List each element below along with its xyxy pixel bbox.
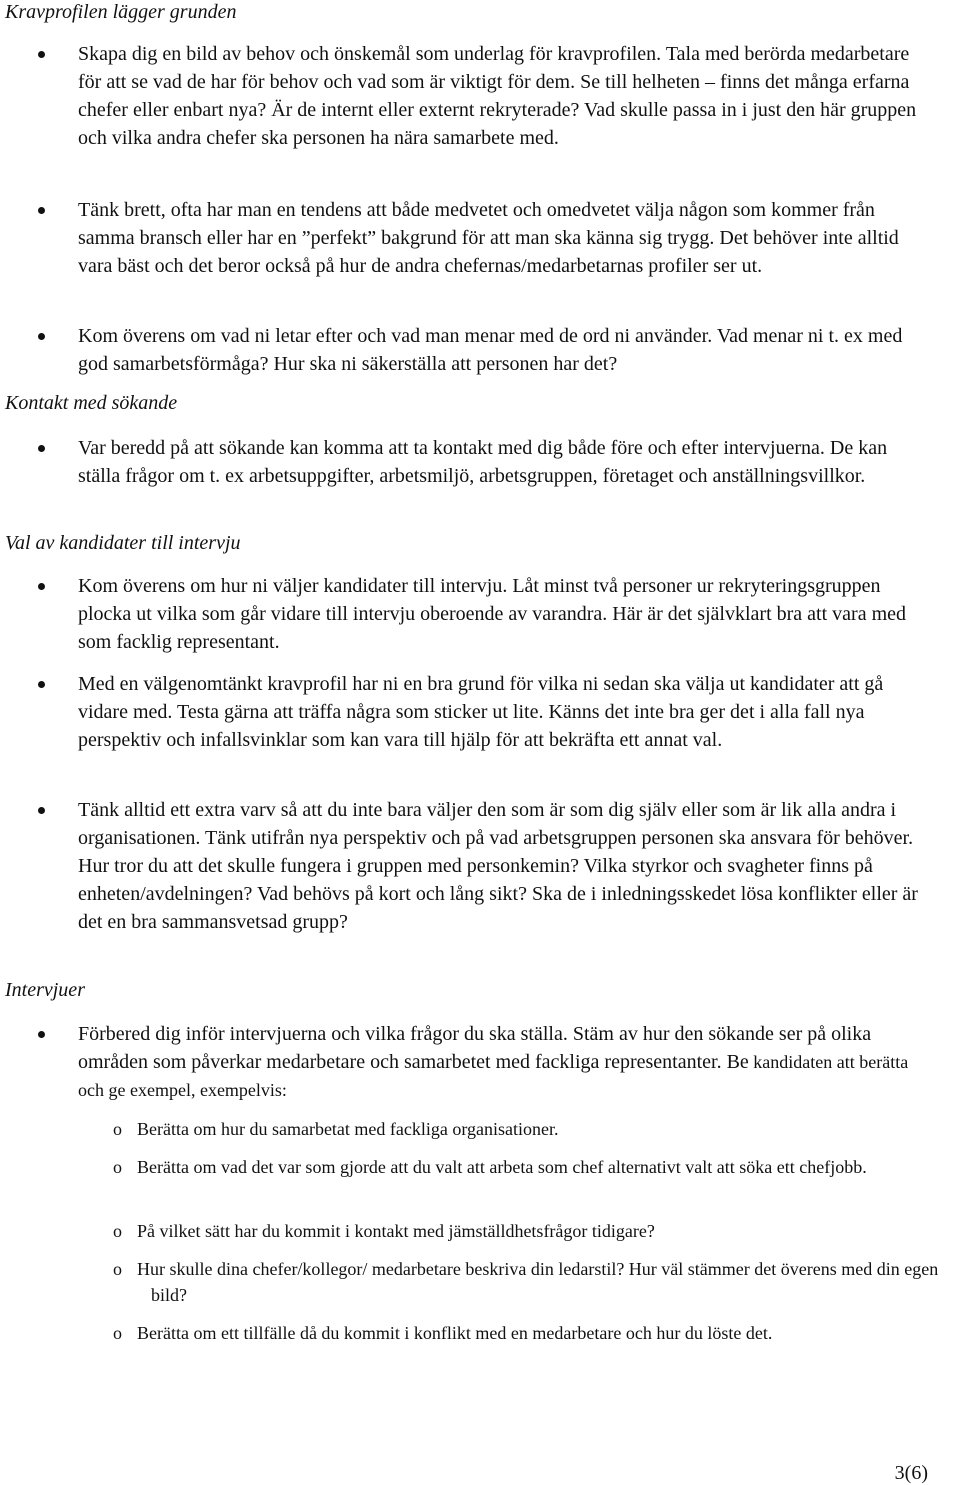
sub-list-item: [113, 1218, 958, 1244]
list-item: [38, 1020, 918, 1104]
circle-marker-icon: o: [113, 1259, 122, 1279]
sub-list-item-text: Hur skulle dina chefer/kollegor/ medarbetare beskriva din ledarstil? Hur väl stämmer det överens med din egen bild?: [137, 1259, 939, 1305]
list-item-text: Kom överens om hur ni väljer kandidater till intervju. Låt minst två personer ur rekryteringsgruppen plocka ut vilka som går vidare till intervju oberoende av varandra. Här är det självklart bra att vara med som facklig representant.: [78, 575, 907, 653]
bullet-icon: [38, 807, 45, 814]
list-item-text: Tänk brett, ofta har man en tendens att både medvetet och omedvetet välja någon som kommer från samma bransch eller har en ”perfekt” bakgrund för att man ska känna sig trygg. Det behöver inte alltid vara bäst och det beror också på hur de andra chefernas/medarbetarnas profiler ser ut.: [78, 199, 899, 277]
sub-list-item-text: Berätta om vad det var som gjorde att du valt att arbeta som chef alternativt valt att söka ett chefjobb.: [137, 1157, 867, 1177]
sub-list-item-text: På vilket sätt har du kommit i kontakt med jämställdhetsfrågor tidigare?: [137, 1221, 655, 1241]
list-item-text: Med en välgenomtänkt kravprofil har ni en bra grund för vilka ni sedan ska välja ut kandidater att gå vidare med. Testa gärna att träffa några som sticker ut lite. Känns det inte bra ger det i alla fall nya perspektiv och infallsvinklar som kan vara till hjälp för att bekräfta ett annat val.: [78, 673, 884, 751]
bullet-icon: [38, 51, 45, 58]
circle-marker-icon: o: [113, 1157, 122, 1177]
circle-marker-icon: o: [113, 1323, 122, 1343]
list-item-text: [78, 1020, 918, 1104]
page-number: 3(6): [894, 1462, 928, 1484]
circle-marker-icon: o: [113, 1221, 122, 1241]
bullet-icon: [38, 1031, 45, 1038]
sub-list-item: [113, 1116, 958, 1142]
bullet-icon: [38, 207, 45, 214]
sub-list-item-text: Berätta om ett tillfälle då du kommit i konflikt med en medarbetare och hur du löste det.: [137, 1323, 773, 1343]
list-item: [38, 322, 918, 378]
list-item: [38, 572, 918, 656]
sub-list-item: [113, 1320, 958, 1346]
bullet-icon: [38, 681, 45, 688]
sub-list-item: [113, 1154, 958, 1180]
list-item-text: Kom överens om vad ni letar efter och vad man menar med de ord ni använder. Vad menar ni t. ex med god samarbetsförmåga? Hur ska ni säkerställa att personen har det?: [78, 325, 903, 375]
list-item-tail-text: kandidaten att berätta och ge exempel, exempelvis:: [78, 1052, 909, 1100]
section-heading-intervjuer: Intervjuer: [5, 979, 85, 1001]
list-item: [38, 196, 918, 280]
section-heading-val: Val av kandidater till intervju: [5, 532, 241, 554]
sub-list-item: [113, 1256, 958, 1308]
list-item-main-text: Förbered dig inför intervjuerna och vilka frågor du ska ställa. Stäm av hur den sökande ser på olika områden som påverkar medarbetare och samarbetet med fackliga representanter. Be: [78, 1023, 872, 1073]
list-item-text: Skapa dig en bild av behov och önskemål som underlag för kravprofilen. Tala med berörda medarbetare för att se vad de har för behov och vad som är viktigt för dem. Se till helheten – finns det många erfarna chefer eller enbart nya? Är de internt eller externt rekryterade? Vad skulle passa in i just den här gruppen och vilka andra chefer ska personen ha nära samarbete med.: [78, 43, 917, 149]
list-item: [38, 796, 918, 936]
circle-marker-icon: o: [113, 1119, 122, 1139]
bullet-icon: [38, 445, 45, 452]
list-item-text: Tänk alltid ett extra varv så att du inte bara väljer den som är som dig själv eller som är lik alla andra i organisationen. Tänk utifrån nya perspektiv och på vad arbetsgruppen personen ska ansvara för behöver. Hur tror du att det skulle fungera i gruppen med personkemin? Vilka styrkor och svagheter finns på enheten/avdelningen? Vad behövs på kort och lång sikt? Ska de i inledningsskedet lösa konflikter eller är det en bra sammansvetsad grupp?: [78, 799, 918, 933]
list-item: [38, 40, 918, 152]
list-item: [38, 670, 918, 754]
section-heading-kravprofil: Kravprofilen lägger grunden: [5, 1, 237, 23]
section-heading-kontakt: Kontakt med sökande: [5, 392, 178, 414]
list-item: [38, 434, 918, 490]
list-item-text: Var beredd på att sökande kan komma att ta kontakt med dig både före och efter intervjuerna. De kan ställa frågor om t. ex arbetsuppgifter, arbetsmiljö, arbetsgruppen, företaget och anställningsvillkor.: [78, 437, 888, 487]
bullet-icon: [38, 333, 45, 340]
bullet-icon: [38, 583, 45, 590]
sub-list-item-text: Berätta om hur du samarbetat med fackliga organisationer.: [137, 1119, 559, 1139]
